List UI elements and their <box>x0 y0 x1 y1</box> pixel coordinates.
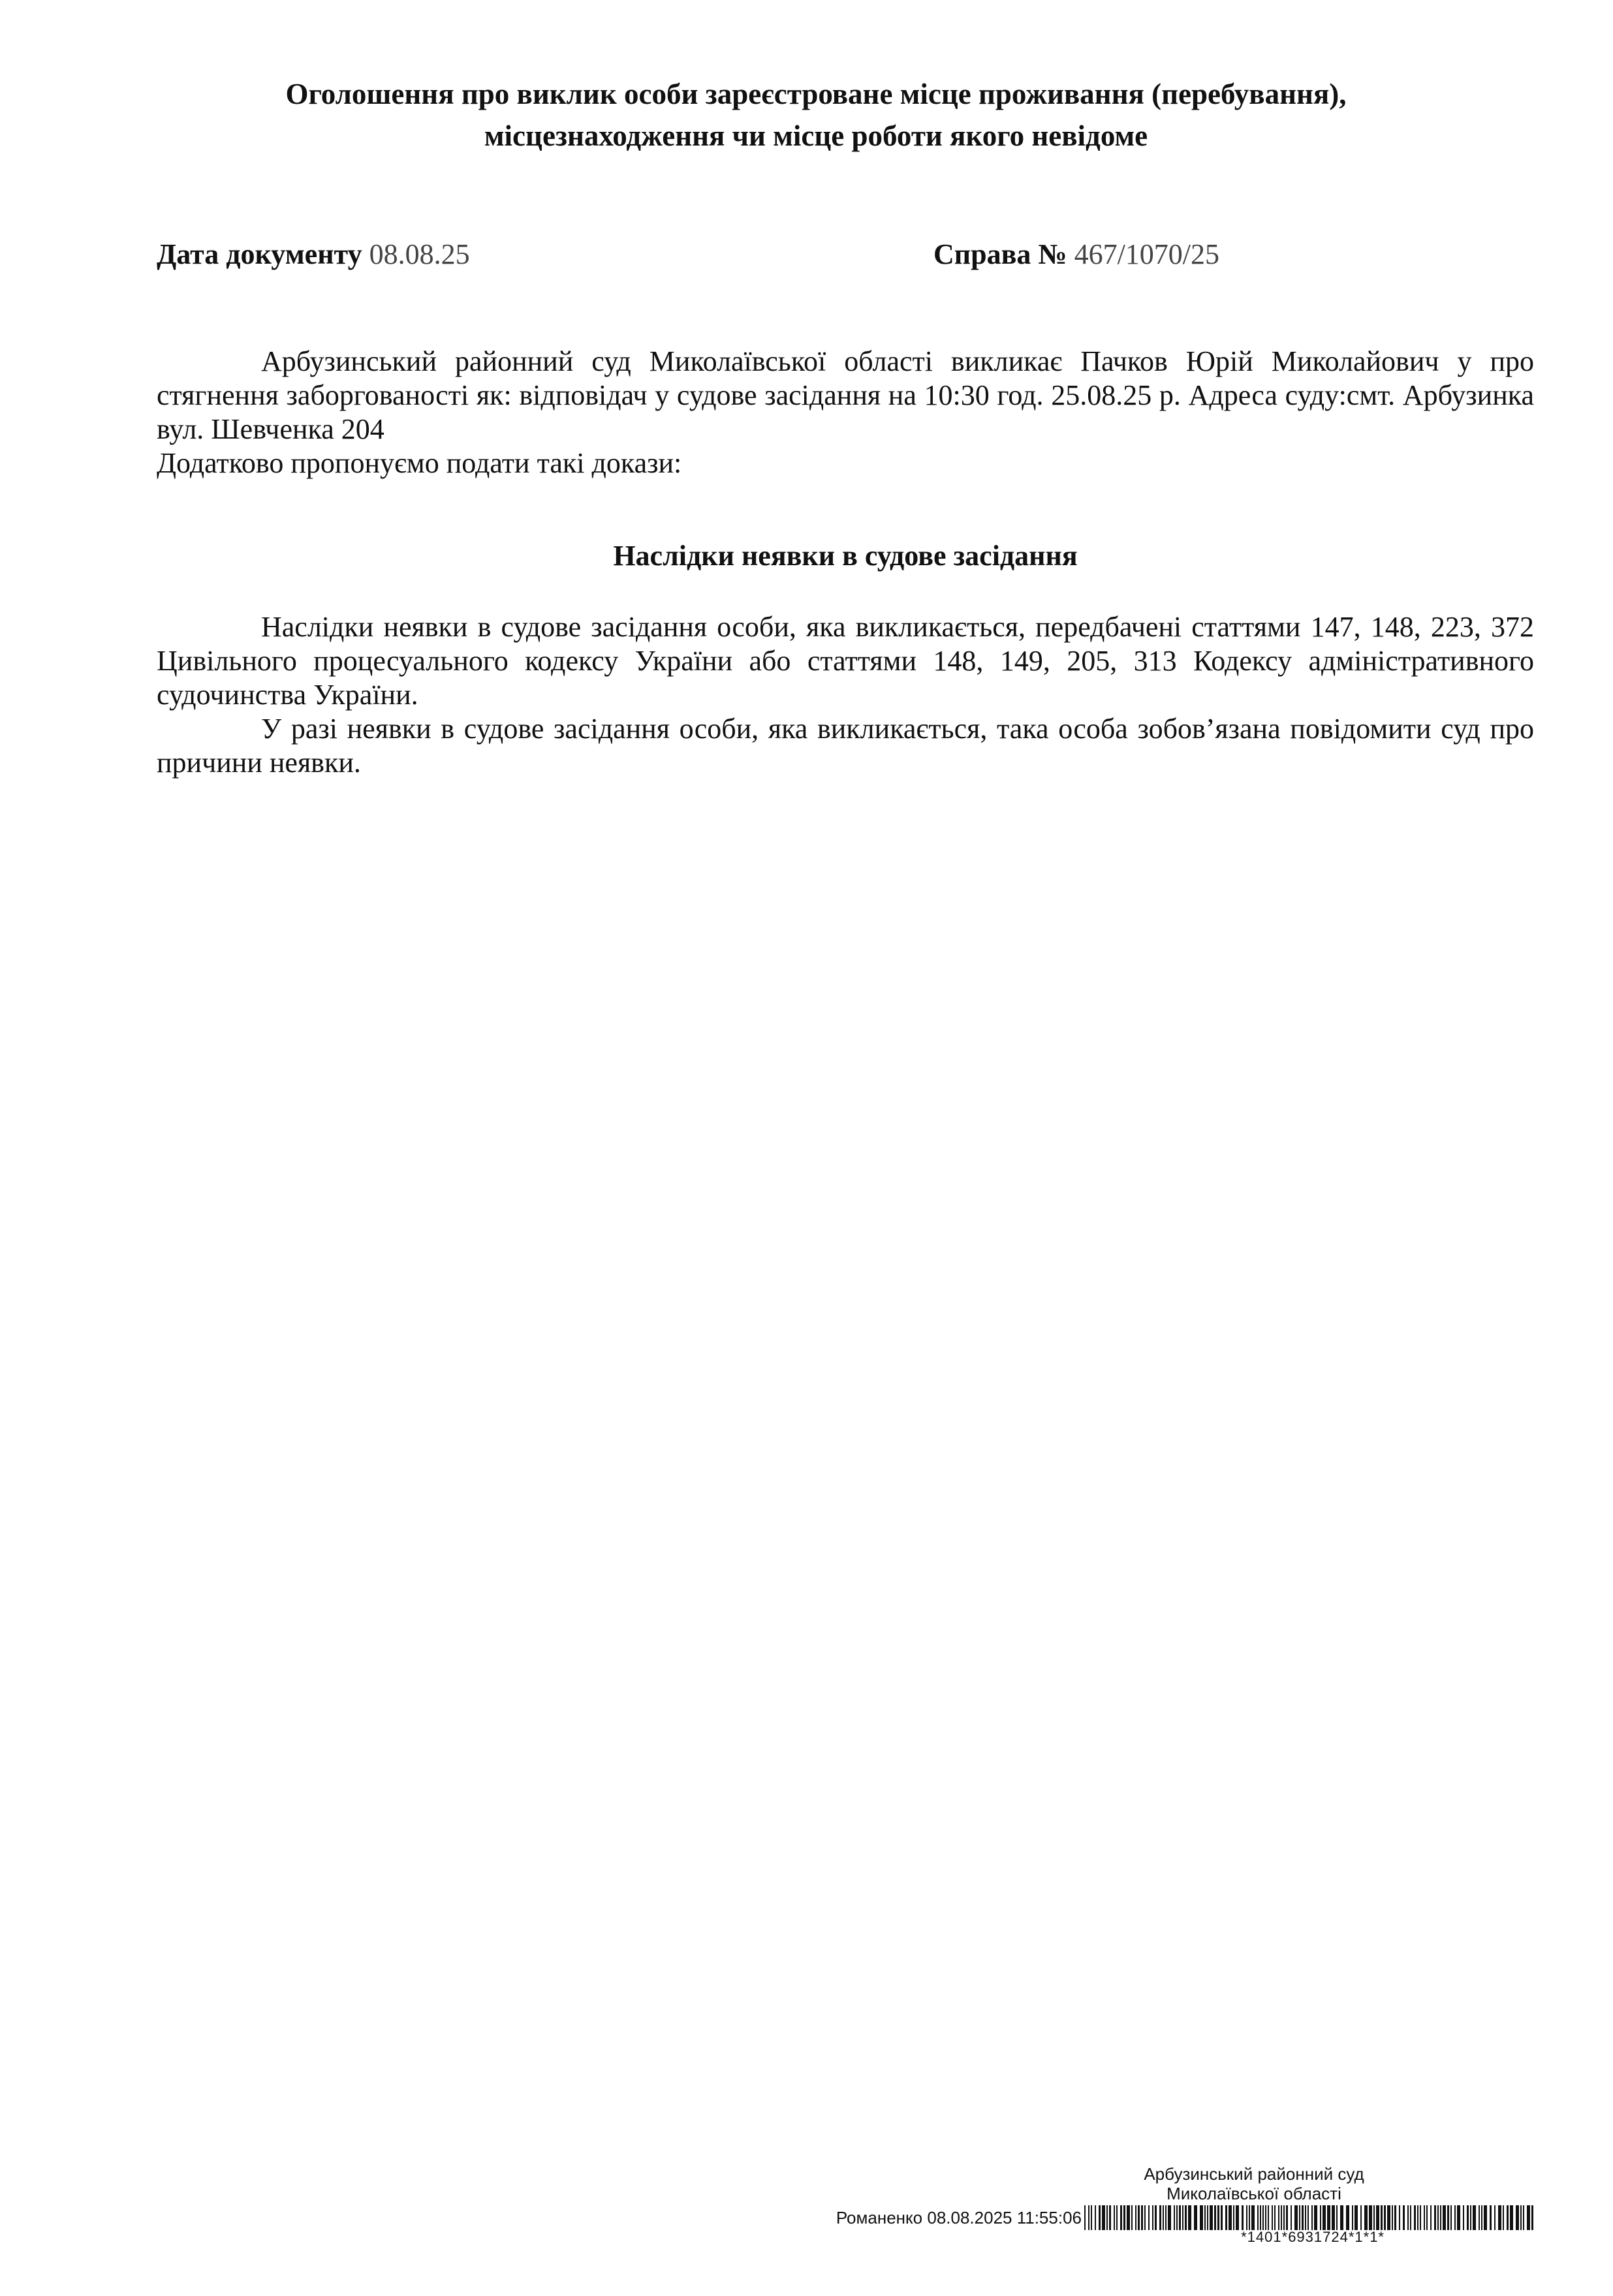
barcode-bar <box>1510 2205 1513 2230</box>
barcode-bar <box>1214 2205 1216 2230</box>
document-date <box>157 235 470 274</box>
barcode-bar <box>1417 2205 1418 2230</box>
barcode-bar <box>1336 2205 1338 2230</box>
case-label: Справа № <box>933 238 1067 270</box>
barcode-bar <box>1127 2205 1130 2230</box>
barcode-bar <box>1352 2205 1353 2230</box>
registration-stamp <box>751 2164 1535 2262</box>
barcode-bar <box>1291 2205 1292 2230</box>
barcode-bar <box>1265 2205 1266 2230</box>
barcode-bar <box>1246 2205 1247 2230</box>
barcode-bar <box>1204 2205 1206 2230</box>
date-label: Дата документу <box>157 238 362 270</box>
barcode-bar <box>1376 2205 1379 2230</box>
barcode-bar <box>1194 2205 1197 2230</box>
barcode-bar <box>1141 2205 1143 2230</box>
barcode-bar <box>1384 2205 1386 2230</box>
barcode-bar <box>1381 2205 1383 2230</box>
barcode-bar <box>1523 2205 1524 2230</box>
barcode-bar <box>1430 2205 1432 2230</box>
barcode-bar <box>1403 2205 1405 2230</box>
barcode-bar <box>1084 2205 1086 2230</box>
summons-section <box>157 345 1534 480</box>
barcode-bar <box>1165 2205 1167 2230</box>
barcode-bar <box>1233 2205 1234 2230</box>
barcode-bar <box>1138 2205 1140 2230</box>
barcode-bar <box>1443 2205 1446 2230</box>
barcode-bar <box>1450 2205 1452 2230</box>
barcode-bar <box>1106 2205 1108 2230</box>
barcode-bar <box>1159 2205 1161 2230</box>
barcode-bar <box>1242 2205 1244 2230</box>
consequences-paragraph-1: Наслідки неявки в судове засідання особи, яка викликається, передбачені статтями 147, 148, 223, 372 Цивільного процесуального кодексу України або статтями 148, 149, 205, 313 Кодексу адміністративного судочинства України. <box>157 611 1534 711</box>
summons-paragraph: Арбузинський районний суд Миколаївської області викликає Пачков Юрій Миколайович у про стягнення заборгованості як: відповідач у судове засідання на 10:30 год. 25.08.25 р. Адреса суду:смт. Арбузинка вул. Шевченка 204 <box>157 345 1534 445</box>
barcode-bar <box>1251 2205 1255 2230</box>
barcode-bar <box>1355 2205 1358 2230</box>
barcode-bar <box>1314 2205 1317 2230</box>
barcode-bar <box>1268 2205 1269 2230</box>
barcode-bar <box>1507 2205 1509 2230</box>
barcode-bar <box>1479 2205 1480 2230</box>
barcode-bar <box>1494 2205 1496 2230</box>
consequences-paragraph-2: У разі неявки в судове засідання особи, яка викликається, така особа зобов’язана повідомити суд про причини неявки. <box>157 713 1534 779</box>
barcode-bar <box>1481 2205 1482 2230</box>
stamp-court-name <box>1091 2164 1417 2203</box>
barcode-bar <box>1327 2205 1330 2230</box>
barcode-bar <box>1257 2205 1259 2230</box>
barcode-bar <box>1470 2205 1471 2230</box>
barcode-bar <box>1152 2205 1153 2230</box>
barcode-bar <box>1168 2205 1171 2230</box>
consequences-heading: Наслідки неявки в судове засідання <box>613 540 1078 572</box>
barcode-bar <box>1531 2205 1533 2230</box>
barcode-bar <box>1210 2205 1213 2230</box>
barcode-bar <box>1302 2205 1304 2230</box>
barcode-bar <box>1332 2205 1335 2230</box>
barcode-bar <box>1369 2205 1372 2230</box>
barcode-bar <box>1176 2205 1178 2230</box>
date-value: 08.08.25 <box>369 238 470 270</box>
barcode-bar <box>1207 2205 1208 2230</box>
barcode-bar <box>1221 2205 1223 2230</box>
barcode-bar <box>1484 2205 1487 2230</box>
barcode-bar <box>1346 2205 1349 2230</box>
barcode-bar <box>1114 2205 1115 2230</box>
barcode-bar <box>1278 2205 1279 2230</box>
barcode-bar <box>1407 2205 1409 2230</box>
barcode-bar <box>1340 2205 1343 2230</box>
barcode-bar <box>1225 2205 1227 2230</box>
barcode-bar <box>1463 2205 1464 2230</box>
barcode-bar <box>1467 2205 1469 2230</box>
barcode-bar <box>1281 2205 1282 2230</box>
barcode-bar <box>1294 2205 1298 2230</box>
case-number <box>933 235 1219 274</box>
barcode-bar <box>1490 2205 1492 2230</box>
barcode-bar <box>1311 2205 1313 2230</box>
barcode-bar <box>1131 2205 1133 2230</box>
barcode-bar <box>1272 2205 1273 2230</box>
barcode-bar <box>1283 2205 1285 2230</box>
barcode-bar <box>1299 2205 1300 2230</box>
barcode-bar <box>1414 2205 1416 2230</box>
barcode-bar <box>1426 2205 1428 2230</box>
barcode-bar <box>1447 2205 1449 2230</box>
document-title <box>157 73 1475 157</box>
barcode-bar <box>1373 2205 1375 2230</box>
barcode-bar <box>1498 2205 1501 2230</box>
barcode-bar <box>1527 2205 1530 2230</box>
barcode-bar <box>1229 2205 1232 2230</box>
barcode-bar <box>1095 2205 1096 2230</box>
title-line-2: місцезнаходження чи місце роботи якого невідоме <box>484 119 1148 152</box>
barcode-bar <box>1099 2205 1101 2230</box>
stamp-operator: Романенко 08.08.2025 11:55:06 <box>836 2208 1082 2227</box>
evidence-paragraph: Додатково пропонуємо подати такі докази: <box>157 447 682 479</box>
barcode-bar <box>1135 2205 1136 2230</box>
barcode-bar <box>1516 2205 1519 2230</box>
stamp-row <box>836 2205 1535 2231</box>
barcode-bar <box>1185 2205 1187 2230</box>
barcode-bar <box>1440 2205 1441 2230</box>
barcode-number: *1401*6931724*1*1* <box>1241 2229 1385 2245</box>
barcode-bar <box>1454 2205 1456 2230</box>
barcode-bar <box>1457 2205 1460 2230</box>
consequences-section <box>157 610 1534 780</box>
barcode-bar <box>1155 2205 1157 2230</box>
barcode-bar <box>1305 2205 1306 2230</box>
barcode-bar <box>1102 2205 1105 2230</box>
barcode-bar <box>1410 2205 1411 2230</box>
barcode-bar <box>1200 2205 1203 2230</box>
case-value: 467/1070/25 <box>1074 238 1220 270</box>
barcode-bar <box>1420 2205 1421 2230</box>
barcode-bar <box>1394 2205 1396 2230</box>
barcode-bar <box>1320 2205 1321 2230</box>
barcode-bar <box>1236 2205 1239 2230</box>
barcode-bar <box>1437 2205 1439 2230</box>
barcode-bar <box>1109 2205 1111 2230</box>
stamp-court-line-1: Арбузинський районний суд <box>1144 2164 1364 2184</box>
barcode-bar <box>1144 2205 1146 2230</box>
barcode-bar <box>1217 2205 1219 2230</box>
barcode-bar <box>1088 2205 1089 2230</box>
barcode-bar <box>1424 2205 1425 2230</box>
barcode-bar <box>1473 2205 1476 2230</box>
barcode-bar <box>1260 2205 1261 2230</box>
barcode-bar <box>1120 2205 1122 2230</box>
barcode-bar <box>1123 2205 1125 2230</box>
barcode-bar <box>1308 2205 1309 2230</box>
barcode-bar <box>1116 2205 1118 2230</box>
barcode-bar <box>1174 2205 1175 2230</box>
barcode-bar <box>1182 2205 1183 2230</box>
barcode-bar <box>1163 2205 1164 2230</box>
barcode-bar <box>1091 2205 1092 2230</box>
barcode-icon <box>1084 2205 1535 2230</box>
title-line-1: Оголошення про виклик особи зареєстроване місце проживання (перебування), <box>285 78 1347 110</box>
barcode-bar <box>1249 2205 1250 2230</box>
barcode-bar <box>1360 2205 1362 2230</box>
barcode-bar <box>1503 2205 1504 2230</box>
barcode-bar <box>1392 2205 1393 2230</box>
barcode-bar <box>1274 2205 1276 2230</box>
stamp-court-line-2: Миколаївської області <box>1167 2184 1341 2203</box>
barcode-bar <box>1179 2205 1181 2230</box>
barcode-bar <box>1399 2205 1400 2230</box>
barcode-bar <box>1520 2205 1522 2230</box>
barcode-bar <box>1387 2205 1390 2230</box>
barcode-bar <box>1286 2205 1288 2230</box>
barcode-bar <box>1323 2205 1326 2230</box>
barcode-bar <box>1434 2205 1436 2230</box>
barcode-bar <box>1262 2205 1264 2230</box>
barcode-bar <box>1148 2205 1150 2230</box>
barcode-bar <box>1188 2205 1191 2230</box>
barcode-bar <box>1364 2205 1368 2230</box>
